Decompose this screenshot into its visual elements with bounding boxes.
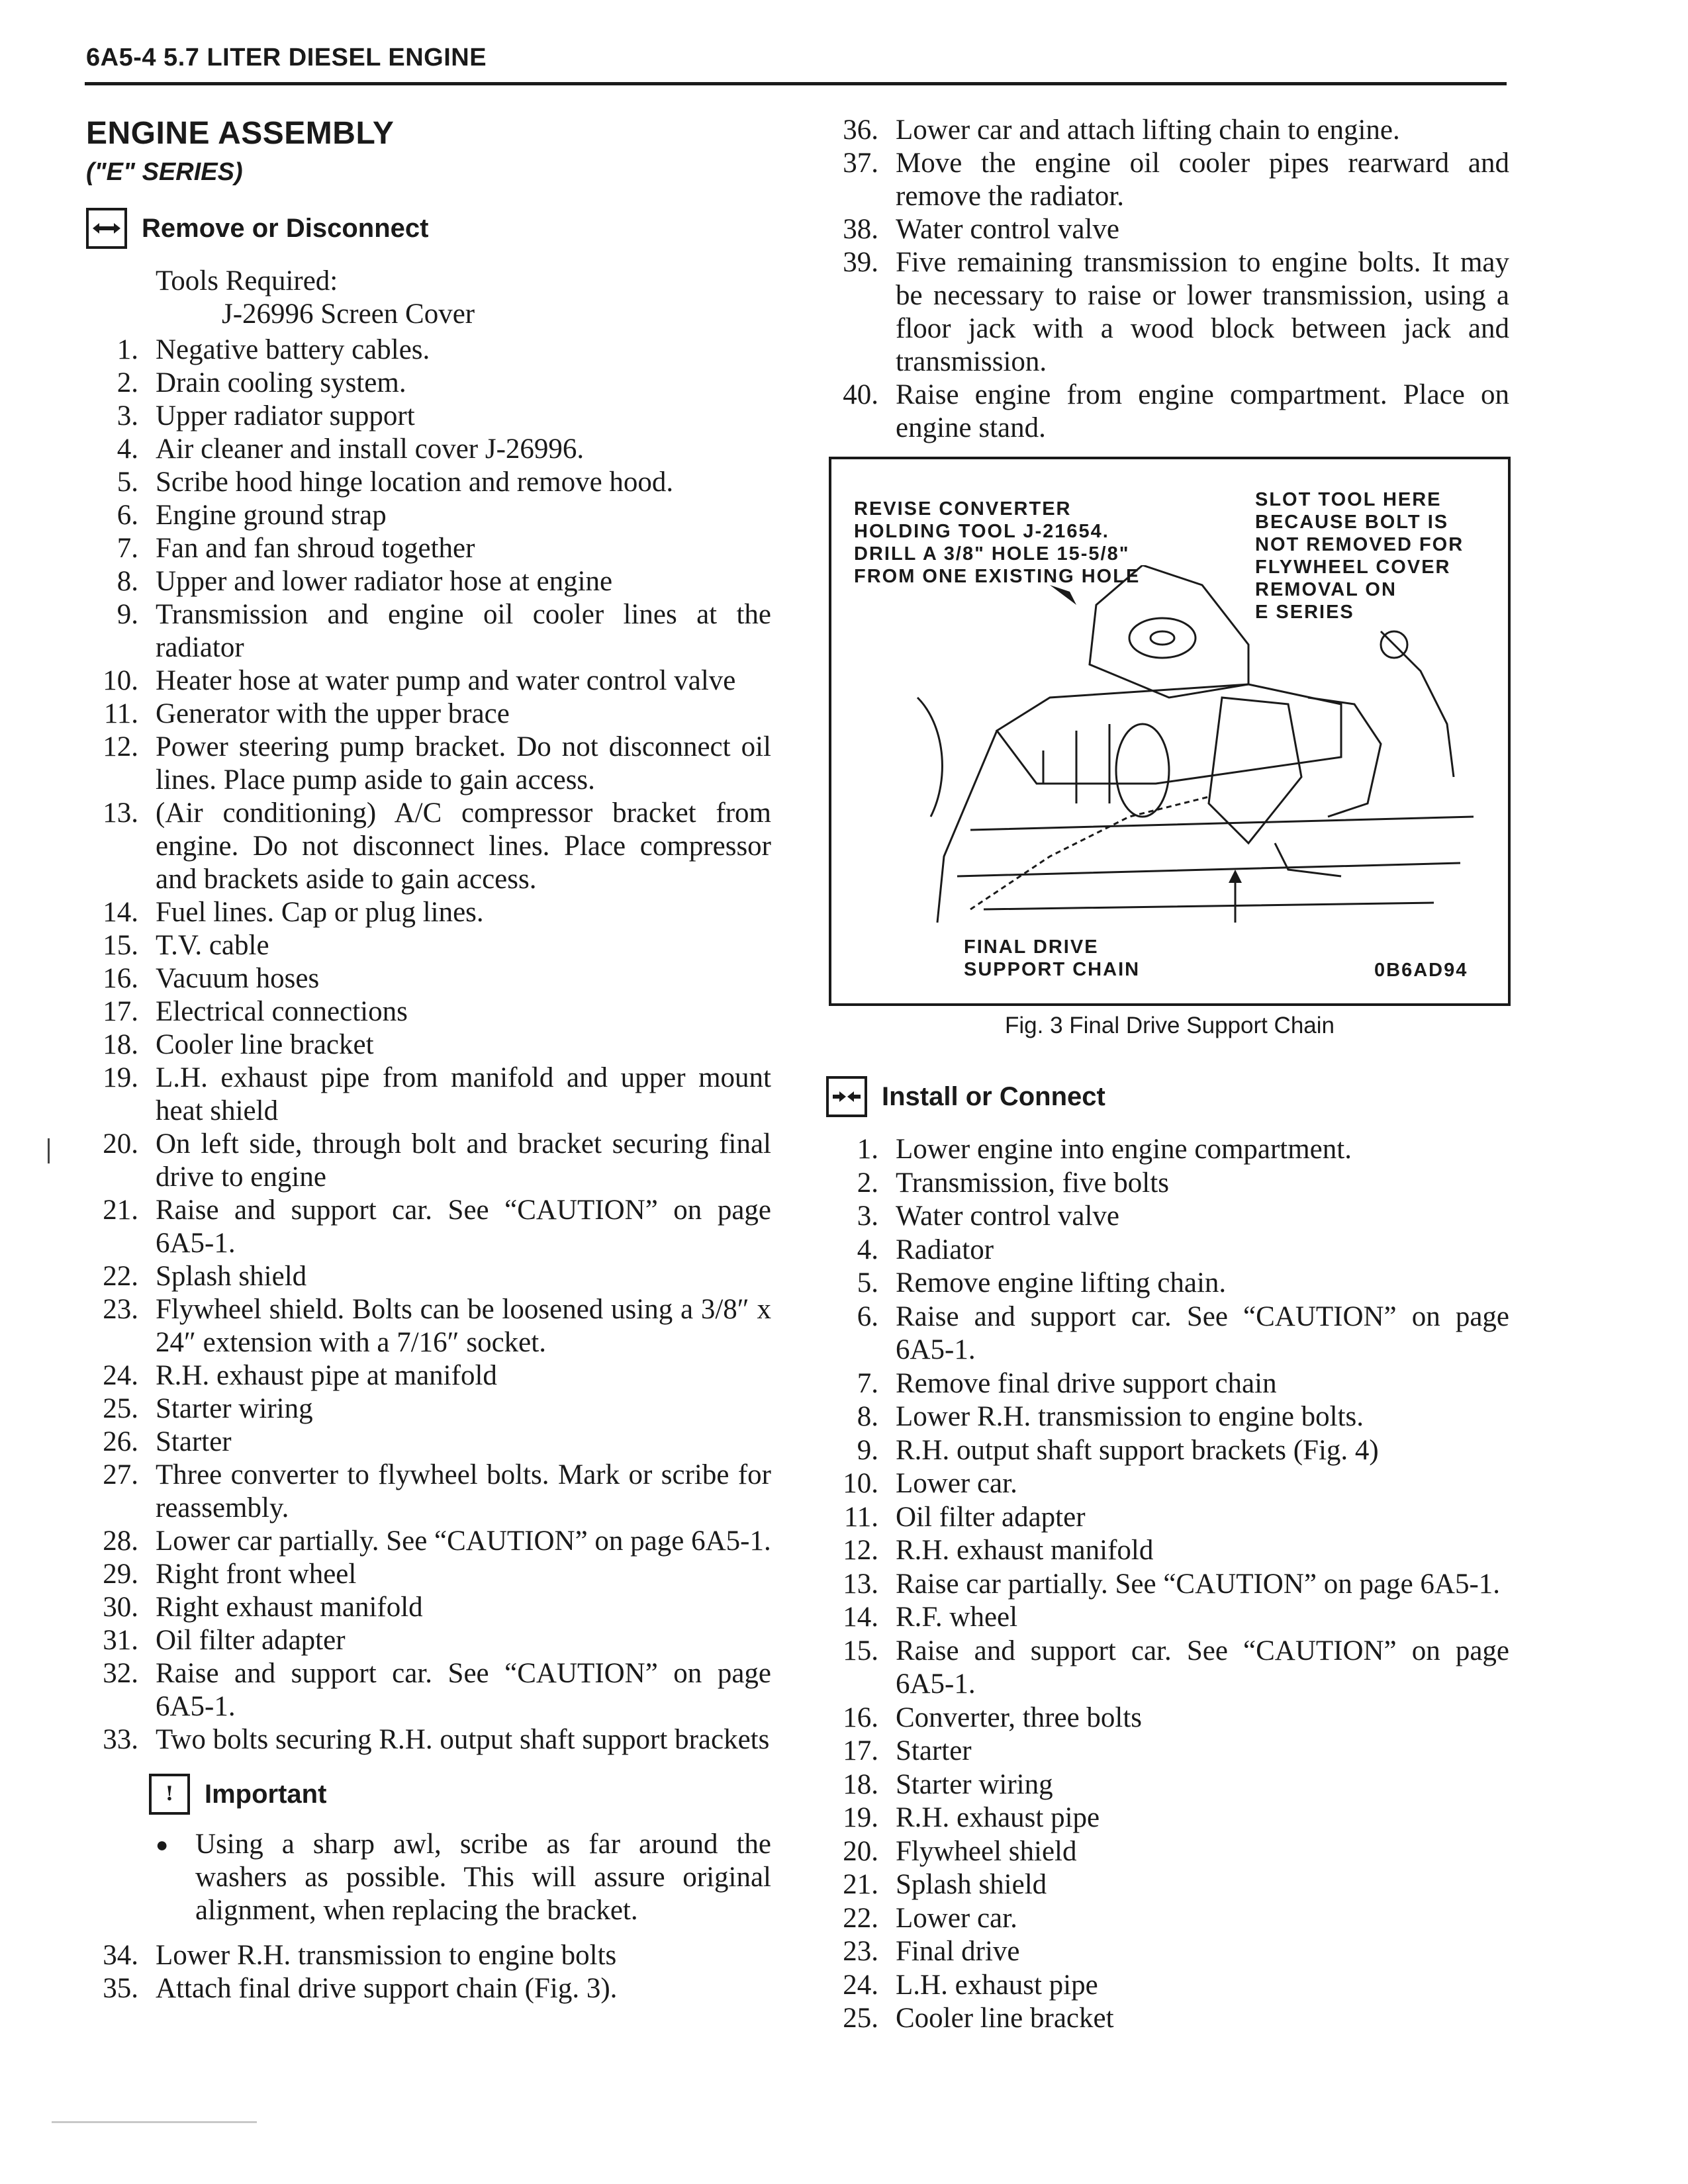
list-item [86, 797, 771, 896]
step-text: Engine ground strap [156, 500, 387, 531]
step-text: Starter wiring [896, 1768, 1053, 1800]
step-number: 36. [843, 114, 878, 146]
list-item [826, 1167, 1509, 1201]
step-number: 1. [117, 334, 138, 365]
step-number: 14. [103, 897, 138, 928]
list-item [826, 1267, 1509, 1300]
step-number: 32. [103, 1658, 138, 1689]
important-heading [149, 1774, 771, 1815]
step-number: 18. [843, 1768, 878, 1800]
list-item [86, 1426, 771, 1459]
step-text: Scribe hood hinge location and remove hood. [156, 467, 674, 498]
list-item [826, 213, 1509, 246]
step-text: Vacuum hoses [156, 963, 320, 994]
remove-heading [86, 208, 771, 249]
list-item [826, 1467, 1509, 1501]
step-text: Raise and support car. See “CAUTION” on page 6A5-1. [896, 1300, 1509, 1365]
figure-caption: Fig. 3 Final Drive Support Chain [1005, 1013, 1335, 1038]
list-item [826, 1501, 1509, 1535]
step-text: R.H. exhaust pipe [896, 1802, 1100, 1833]
list-item [86, 334, 771, 367]
page-header: 6A5-4 5.7 LITER DIESEL ENGINE [86, 44, 487, 71]
footer-rule [52, 2121, 257, 2123]
step-text: Air cleaner and install cover J-26996. [156, 433, 585, 465]
list-item [86, 1260, 771, 1293]
list-item [826, 147, 1509, 213]
step-number: 17. [103, 996, 138, 1027]
step-number: 18. [103, 1029, 138, 1060]
list-item [826, 1768, 1509, 1802]
step-text: Transmission and engine oil cooler lines at the radiator [156, 599, 771, 663]
step-number: 10. [843, 1468, 878, 1499]
step-text: Generator with the upper brace [156, 698, 510, 729]
list-item [826, 1801, 1509, 1835]
step-number: 26. [103, 1426, 138, 1457]
step-number: 12. [843, 1535, 878, 1566]
list-item [86, 1359, 771, 1392]
remove-heading-label: Remove or Disconnect [142, 214, 429, 243]
important-icon: ! [149, 1774, 190, 1815]
step-text: Final drive [896, 1936, 1020, 1967]
left-column [86, 114, 771, 2005]
step-number: 16. [843, 1702, 878, 1733]
header-rule [85, 82, 1507, 85]
step-text: Raise and support car. See “CAUTION” on page 6A5-1. [156, 1195, 771, 1259]
step-text: Radiator [896, 1234, 994, 1265]
step-text: Raise and support car. See “CAUTION” on page 6A5-1. [896, 1635, 1509, 1700]
install-connect-icon [826, 1076, 867, 1117]
step-number: 30. [103, 1592, 138, 1623]
step-text: Water control valve [896, 1201, 1119, 1232]
list-item [826, 1534, 1509, 1568]
list-item [86, 1723, 771, 1756]
list-item [86, 1525, 771, 1558]
step-number: 22. [843, 1902, 878, 1934]
section-title: ENGINE ASSEMBLY [86, 116, 395, 151]
step-number: 20. [103, 1128, 138, 1160]
step-text: Heater hose at water pump and water control valve [156, 665, 736, 696]
figure-label-support-chain: FINAL DRIVE SUPPORT CHAIN [964, 936, 1141, 980]
step-text: Upper radiator support [156, 400, 415, 432]
step-number: 25. [103, 1393, 138, 1424]
step-text: Electrical connections [156, 996, 408, 1027]
step-text: Raise car partially. See “CAUTION” on page 6A5-1. [896, 1568, 1501, 1600]
list-item [826, 1735, 1509, 1768]
install-heading [826, 1076, 1509, 1117]
list-item [86, 598, 771, 664]
step-number: 12. [103, 731, 138, 762]
important-bullet [149, 1828, 771, 1927]
step-number: 17. [843, 1735, 878, 1766]
list-item [86, 1459, 771, 1525]
list-item [826, 1935, 1509, 1969]
step-text: R.H. exhaust pipe at manifold [156, 1360, 497, 1391]
step-number: 16. [103, 963, 138, 994]
list-item [86, 896, 771, 929]
step-number: 19. [103, 1062, 138, 1093]
remove-disconnect-icon [86, 208, 127, 249]
important-label: Important [205, 1780, 327, 1809]
list-item [826, 1234, 1509, 1267]
remove-steps-continued-right [826, 114, 1509, 445]
bullet-dot: ● [156, 1833, 169, 1856]
remove-steps-list [86, 334, 771, 1756]
step-number: 21. [103, 1195, 138, 1226]
step-text: Oil filter adapter [896, 1501, 1086, 1533]
list-item [86, 995, 771, 1028]
step-text: Oil filter adapter [156, 1625, 346, 1656]
step-number: 31. [103, 1625, 138, 1656]
list-item [826, 114, 1509, 147]
list-item [86, 1062, 771, 1128]
list-item [826, 1200, 1509, 1234]
step-number: 10. [103, 665, 138, 696]
list-item [86, 400, 771, 433]
list-item [86, 929, 771, 962]
list-item [86, 664, 771, 698]
step-number: 40. [843, 379, 878, 410]
step-number: 1. [857, 1134, 878, 1165]
list-item [86, 731, 771, 797]
figure-label-converter-tool: REVISE CONVERTER HOLDING TOOL J-21654. DRILL A 3/8" HOLE 15-5/8" FROM ONE EXISTING HOLE [854, 498, 1141, 587]
step-number: 5. [857, 1267, 878, 1298]
figure-3-box [829, 457, 1511, 1006]
list-item [826, 1400, 1509, 1434]
tools-value: J-26996 Screen Cover [222, 298, 475, 330]
step-number: 19. [843, 1802, 878, 1833]
step-text: Transmission, five bolts [896, 1167, 1169, 1199]
step-text: Remove engine lifting chain. [896, 1267, 1227, 1298]
step-text: Splash shield [896, 1869, 1047, 1900]
step-text: Lower R.H. transmission to engine bolts. [896, 1401, 1364, 1432]
list-item [826, 1902, 1509, 1936]
step-number: 7. [857, 1367, 878, 1399]
step-text: Lower car. [896, 1902, 1017, 1934]
step-text: Five remaining transmission to engine bolts. It may be necessary to raise or lower transmission, using a floor jack with a wood block between jack and transmission. [896, 247, 1509, 377]
list-item [826, 1969, 1509, 2003]
list-item [86, 1939, 771, 1972]
step-text: Right exhaust manifold [156, 1592, 423, 1623]
list-item [826, 1835, 1509, 1869]
list-item [86, 1624, 771, 1657]
list-item [86, 466, 771, 499]
list-item [86, 698, 771, 731]
step-number: 9. [117, 599, 138, 630]
list-item [826, 379, 1509, 445]
step-number: 21. [843, 1869, 878, 1900]
step-number: 24. [103, 1360, 138, 1391]
step-text: Lower car. [896, 1468, 1017, 1499]
step-number: 37. [843, 148, 878, 179]
list-item [86, 433, 771, 466]
step-number: 20. [843, 1835, 878, 1867]
list-item [826, 1367, 1509, 1401]
figure-label-slot-tool: SLOT TOOL HERE BECAUSE BOLT IS NOT REMOVED FOR FLYWHEEL COVER REMOVAL ON E SERIES [1255, 489, 1464, 623]
step-number: 8. [857, 1401, 878, 1432]
step-number: 5. [117, 467, 138, 498]
step-text: Attach final drive support chain (Fig. 3). [156, 1973, 618, 2004]
step-number: 4. [857, 1234, 878, 1265]
step-text: Raise and support car. See “CAUTION” on page 6A5-1. [156, 1658, 771, 1722]
step-number: 15. [843, 1635, 878, 1666]
step-number: 35. [103, 1973, 138, 2004]
list-item [86, 367, 771, 400]
install-heading-label: Install or Connect [882, 1081, 1105, 1111]
step-number: 2. [857, 1167, 878, 1199]
step-text: Fuel lines. Cap or plug lines. [156, 897, 484, 928]
list-item [86, 499, 771, 532]
list-item [826, 1601, 1509, 1635]
step-text: Converter, three bolts [896, 1702, 1143, 1733]
step-text: Starter wiring [156, 1393, 313, 1424]
step-number: 24. [843, 1969, 878, 2001]
step-text: Lower R.H. transmission to engine bolts [156, 1940, 617, 1971]
list-item [826, 1635, 1509, 1702]
step-text: Water control valve [896, 214, 1119, 245]
step-text: Three converter to flywheel bolts. Mark or scribe for reassembly. [156, 1459, 771, 1524]
step-number: 11. [843, 1501, 878, 1533]
list-item [826, 1434, 1509, 1468]
step-text: Lower car partially. See “CAUTION” on page 6A5-1. [156, 1525, 771, 1557]
step-text: Cooler line bracket [156, 1029, 374, 1060]
list-item [86, 1657, 771, 1723]
step-text: Drain cooling system. [156, 367, 406, 398]
list-item [826, 1300, 1509, 1367]
step-text: R.F. wheel [896, 1602, 1018, 1633]
list-item [86, 1128, 771, 1194]
install-section [826, 1072, 1509, 2036]
important-note [149, 1774, 771, 1927]
list-item [826, 2002, 1509, 2036]
step-number: 3. [857, 1201, 878, 1232]
list-item [86, 1293, 771, 1359]
step-number: 23. [103, 1294, 138, 1325]
list-item [86, 962, 771, 995]
step-number: 29. [103, 1559, 138, 1590]
step-number: 8. [117, 566, 138, 597]
list-item [826, 246, 1509, 379]
step-text: Negative battery cables. [156, 334, 430, 365]
step-text: Fan and fan shroud together [156, 533, 475, 564]
list-item [826, 1868, 1509, 1902]
step-number: 6. [117, 500, 138, 531]
step-number: 28. [103, 1525, 138, 1557]
list-item [86, 1972, 771, 2005]
step-number: 7. [117, 533, 138, 564]
step-number: 22. [103, 1261, 138, 1292]
step-text: On left side, through bolt and bracket securing final drive to engine [156, 1128, 771, 1193]
list-item [826, 1702, 1509, 1735]
list-item [86, 1392, 771, 1426]
list-item [86, 1194, 771, 1260]
step-number: 25. [843, 2003, 878, 2034]
step-number: 15. [103, 930, 138, 961]
step-number: 39. [843, 247, 878, 278]
step-number: 13. [843, 1568, 878, 1600]
step-text: L.H. exhaust pipe from manifold and upper mount heat shield [156, 1062, 771, 1126]
step-number: 13. [103, 797, 138, 829]
step-number: 34. [103, 1940, 138, 1971]
step-number: 14. [843, 1602, 878, 1633]
step-text: Raise engine from engine compartment. Place on engine stand. [896, 379, 1509, 443]
step-text: (Air conditioning) A/C compressor bracket from engine. Do not disconnect lines. Place compressor and brackets aside to gain access. [156, 797, 771, 895]
step-text: Cooler line bracket [896, 2003, 1114, 2034]
step-text: Upper and lower radiator hose at engine [156, 566, 613, 597]
section-subtitle: ("E" SERIES) [86, 158, 243, 186]
list-item [826, 1133, 1509, 1167]
step-number: 9. [857, 1434, 878, 1466]
step-number: 27. [103, 1459, 138, 1490]
step-number: 4. [117, 433, 138, 465]
step-text: Lower engine into engine compartment. [896, 1134, 1352, 1165]
step-text: Remove final drive support chain [896, 1367, 1277, 1399]
list-item [826, 1568, 1509, 1602]
step-number: 33. [103, 1724, 138, 1755]
step-text: Power steering pump bracket. Do not disconnect oil lines. Place pump aside to gain access. [156, 731, 771, 796]
step-text: Starter [156, 1426, 232, 1457]
tools-label: Tools Required: [156, 265, 338, 296]
list-item [86, 565, 771, 598]
list-item [86, 1591, 771, 1624]
step-number: 3. [117, 400, 138, 432]
step-text: Flywheel shield [896, 1835, 1077, 1867]
step-text: T.V. cable [156, 930, 269, 961]
step-number: 6. [857, 1300, 878, 1332]
step-number: 23. [843, 1936, 878, 1967]
list-item [86, 532, 771, 565]
step-number: 38. [843, 214, 878, 245]
list-item [86, 1028, 771, 1062]
step-text: L.H. exhaust pipe [896, 1969, 1098, 2001]
list-item [86, 1558, 771, 1591]
step-text: Move the engine oil cooler pipes rearward and remove the radiator. [896, 148, 1509, 212]
step-text: Starter [896, 1735, 972, 1766]
install-steps-list [826, 1133, 1509, 2036]
engine-drawing [878, 565, 1487, 936]
step-number: 11. [103, 698, 138, 729]
step-text: R.H. output shaft support brackets (Fig. 4) [896, 1434, 1379, 1466]
important-text: Using a sharp awl, scribe as far around the washers as possible. This will assure original alignment, when replacing the bracket. [195, 1829, 771, 1926]
remove-steps-continued-left [86, 1939, 771, 2005]
step-text: Splash shield [156, 1261, 307, 1292]
step-text: Two bolts securing R.H. output shaft support brackets [156, 1724, 770, 1755]
figure-code: 0B6AD94 [1374, 960, 1468, 981]
step-text: Right front wheel [156, 1559, 357, 1590]
margin-mark [48, 1138, 50, 1163]
step-text: Lower car and attach lifting chain to engine. [896, 114, 1400, 146]
right-column [826, 114, 1509, 445]
step-text: Flywheel shield. Bolts can be loosened using a 3/8″ x 24″ extension with a 7/16″ socket. [156, 1294, 771, 1358]
step-text: R.H. exhaust manifold [896, 1535, 1154, 1566]
step-number: 2. [117, 367, 138, 398]
